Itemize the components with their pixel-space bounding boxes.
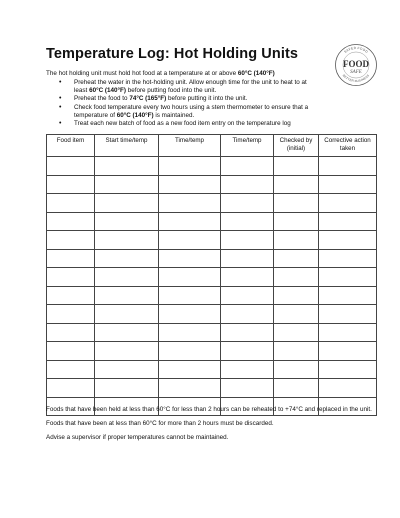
table-row xyxy=(47,194,377,213)
log-entry-cell[interactable] xyxy=(159,175,221,194)
log-entry-cell[interactable] xyxy=(319,268,377,287)
svg-text:SAFE: SAFE xyxy=(350,70,362,75)
log-entry-cell[interactable] xyxy=(95,249,159,268)
log-entry-cell[interactable] xyxy=(47,360,95,379)
log-entry-cell[interactable] xyxy=(274,212,319,231)
table-row xyxy=(47,305,377,324)
instruction-item: • Preheat the food to 74°C (165°F) before putting it into the unit. xyxy=(59,95,248,103)
log-entry-cell[interactable] xyxy=(319,360,377,379)
log-entry-cell[interactable] xyxy=(159,360,221,379)
log-entry-cell[interactable] xyxy=(221,231,274,250)
log-entry-cell[interactable] xyxy=(274,175,319,194)
log-entry-cell[interactable] xyxy=(95,157,159,176)
bullet-icon: • xyxy=(59,95,62,103)
footnote-discard: Foods that have been at less than 60°C for more than 2 hours must be discarded. xyxy=(46,420,274,427)
table-header-row xyxy=(47,135,377,157)
bullet-icon: • xyxy=(59,79,62,86)
log-entry-cell[interactable] xyxy=(319,286,377,305)
log-entry-cell[interactable] xyxy=(95,305,159,324)
log-entry-cell[interactable] xyxy=(159,323,221,342)
column-header-food-item: Food item xyxy=(47,135,95,157)
bullet-icon: • xyxy=(59,103,62,111)
table-row xyxy=(47,360,377,379)
log-entry-cell[interactable] xyxy=(95,175,159,194)
log-entry-cell[interactable] xyxy=(319,379,377,398)
table-row xyxy=(47,379,377,398)
footnotes xyxy=(46,406,381,448)
log-entry-cell[interactable] xyxy=(319,342,377,361)
log-entry-cell[interactable] xyxy=(95,342,159,361)
log-entry-cell[interactable] xyxy=(95,268,159,287)
log-entry-cell[interactable] xyxy=(221,323,274,342)
log-entry-cell[interactable] xyxy=(274,379,319,398)
column-header-start-time-temp: Start time/temp xyxy=(95,135,159,157)
log-entry-cell[interactable] xyxy=(319,194,377,213)
log-entry-cell[interactable] xyxy=(159,194,221,213)
log-entry-cell[interactable] xyxy=(221,157,274,176)
log-entry-cell[interactable] xyxy=(274,231,319,250)
log-entry-cell[interactable] xyxy=(95,360,159,379)
log-entry-cell[interactable] xyxy=(47,379,95,398)
log-entry-cell[interactable] xyxy=(47,157,95,176)
log-entry-cell[interactable] xyxy=(47,268,95,287)
log-entry-cell[interactable] xyxy=(274,157,319,176)
page-title: Temperature Log: Hot Holding Units xyxy=(46,46,299,62)
log-entry-cell[interactable] xyxy=(319,157,377,176)
instructions xyxy=(46,70,376,128)
log-entry-cell[interactable] xyxy=(319,323,377,342)
log-entry-cell[interactable] xyxy=(47,212,95,231)
log-entry-cell[interactable] xyxy=(159,342,221,361)
table-body xyxy=(47,157,377,416)
log-entry-cell[interactable] xyxy=(319,305,377,324)
log-entry-cell[interactable] xyxy=(47,286,95,305)
log-entry-cell[interactable] xyxy=(159,249,221,268)
table-row xyxy=(47,342,377,361)
log-entry-cell[interactable] xyxy=(221,342,274,361)
log-entry-cell[interactable] xyxy=(274,305,319,324)
log-entry-cell[interactable] xyxy=(221,286,274,305)
footnote-reheat: Foods that have been held at less than 60°C for less than 2 hours can be reheated to +74°C and replaced in the unit. xyxy=(46,406,372,413)
table-row xyxy=(47,286,377,305)
table-row xyxy=(47,212,377,231)
log-entry-cell[interactable] xyxy=(95,379,159,398)
log-entry-cell[interactable] xyxy=(159,157,221,176)
log-entry-cell[interactable] xyxy=(221,194,274,213)
log-entry-cell[interactable] xyxy=(95,323,159,342)
log-entry-cell[interactable] xyxy=(319,175,377,194)
log-entry-cell[interactable] xyxy=(274,323,319,342)
log-entry-cell[interactable] xyxy=(274,342,319,361)
svg-text:SAFER FOOD: SAFER FOOD xyxy=(343,45,369,54)
svg-text:BETTER BUSINESS: BETTER BUSINESS xyxy=(341,73,371,84)
footnote-supervisor: Advise a supervisor if proper temperatures cannot be maintained. xyxy=(46,434,229,441)
log-entry-cell[interactable] xyxy=(221,212,274,231)
instruction-item: • Treat each new batch of food as a new food item entry on the temperature log xyxy=(59,120,291,128)
log-entry-cell[interactable] xyxy=(274,268,319,287)
log-entry-cell[interactable] xyxy=(47,342,95,361)
table-row xyxy=(47,249,377,268)
bullet-icon: • xyxy=(59,120,62,128)
log-entry-cell[interactable] xyxy=(274,286,319,305)
log-entry-cell[interactable] xyxy=(47,194,95,213)
table-row xyxy=(47,175,377,194)
log-entry-cell[interactable] xyxy=(221,249,274,268)
intro-sentence: The hot holding unit must hold hot food at a temperature at or above 60°C (140°F) xyxy=(46,70,275,77)
log-entry-cell[interactable] xyxy=(47,323,95,342)
log-entry-cell[interactable] xyxy=(95,231,159,250)
column-header-checked-by: Checked by (initial) xyxy=(274,135,319,157)
log-entry-cell[interactable] xyxy=(221,175,274,194)
table-row xyxy=(47,323,377,342)
column-header-time-temp: Time/temp xyxy=(159,135,221,157)
log-entry-cell[interactable] xyxy=(274,249,319,268)
log-entry-cell[interactable] xyxy=(319,249,377,268)
log-entry-cell[interactable] xyxy=(319,212,377,231)
instruction-item: • Check food temperature every two hours using a stem thermometer to ensure that a temperature of 60°C (140°F) is maintained. xyxy=(59,103,309,119)
log-entry-cell[interactable] xyxy=(159,231,221,250)
log-entry-cell[interactable] xyxy=(159,286,221,305)
log-entry-cell[interactable] xyxy=(47,305,95,324)
log-entry-cell[interactable] xyxy=(47,175,95,194)
column-header-time-temp: Time/temp xyxy=(221,135,274,157)
log-entry-cell[interactable] xyxy=(221,360,274,379)
log-entry-cell[interactable] xyxy=(319,231,377,250)
log-entry-cell[interactable] xyxy=(221,268,274,287)
instruction-item: • Preheat the water in the hot-holding unit. Allow enough time for the unit to heat to at least 60°C (140°F) before putting food into the unit. xyxy=(59,79,307,95)
log-entry-cell[interactable] xyxy=(47,249,95,268)
log-entry-cell[interactable] xyxy=(95,194,159,213)
table-row xyxy=(47,231,377,250)
table-row xyxy=(47,157,377,176)
log-entry-cell[interactable] xyxy=(159,305,221,324)
log-entry-cell[interactable] xyxy=(274,360,319,379)
log-entry-cell[interactable] xyxy=(159,268,221,287)
table-row xyxy=(47,268,377,287)
instruction-list xyxy=(46,79,376,128)
svg-text:FOOD: FOOD xyxy=(343,59,369,69)
log-entry-cell[interactable] xyxy=(47,231,95,250)
column-header-corrective-action: Corrective action taken xyxy=(319,135,377,157)
log-entry-cell[interactable] xyxy=(95,286,159,305)
log-entry-cell[interactable] xyxy=(159,212,221,231)
log-entry-cell[interactable] xyxy=(274,194,319,213)
log-entry-cell[interactable] xyxy=(221,305,274,324)
log-entry-cell[interactable] xyxy=(159,379,221,398)
log-entry-cell[interactable] xyxy=(95,212,159,231)
temperature-log-table xyxy=(46,134,377,416)
log-entry-cell[interactable] xyxy=(221,379,274,398)
